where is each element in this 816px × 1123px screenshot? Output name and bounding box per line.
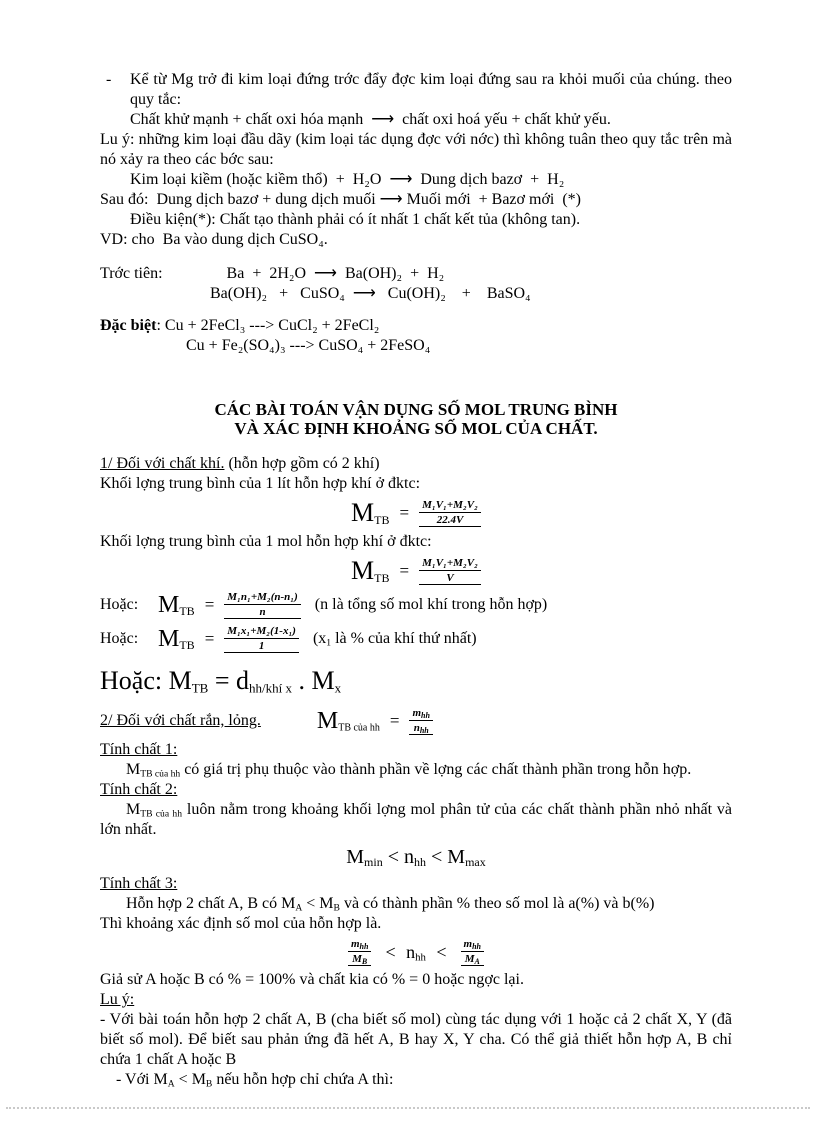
hoac-label: Hoặc: — [100, 596, 139, 613]
note2-bullet-1: - Với bài toán hỗn hợp 2 chất A, B (cha biết số mol) cùng tác dụng với 1 hoặc cả 2 chất X, Y (đã biết số mol). Để biết sau phản ứng đã hết A, B hay X, Y cha. Có thể giả thiết hỗn hợp A, B chỉ chứa 1 chất A hoặc B — [100, 1011, 732, 1068]
note-label: Lu ý: — [100, 131, 135, 148]
special-case-equation-2: Cu + Fe₂(SO₄)₃ ---> CuSO₄ + 2FeSO₄ — [186, 337, 431, 354]
equals-sign: = — [204, 595, 215, 614]
fraction — [348, 938, 371, 966]
formula-lhs: $M_{TB của hh}$ — [316, 708, 380, 734]
intro-rule-text: Kể từ Mg trở đi kim loại đứng trớc đẩy đợc kim loại đứng sau ra khỏi muối của chúng. theo quy tắc: — [130, 71, 732, 108]
step1-equation: Ba + 2H₂O ⟶ Ba(OH)₂ + H₂ — [226, 265, 445, 282]
property1-text: $M_{TB của hh}$ có giá trị phụ thuộc vào thành phần về lợng các chất thành phần trong hỗn hợp. — [126, 761, 692, 780]
note2-bullet-2: - Với $M_A < M_B$ nếu hỗn hợp chỉ chứa A thì: — [116, 1071, 394, 1090]
property3-text-1: Hỗn hợp 2 chất A, B có $M_A < M_B$ và có thành phần % theo số mol là a(%) và b(%) — [126, 895, 655, 914]
formula-lhs: $M_{TB}$ — [158, 592, 195, 618]
property3-text-2: Thì khoảng xác định số mol của hỗn hợp là. — [100, 915, 382, 932]
formula-lhs: $M_{TB}$ — [351, 498, 390, 527]
formula-mtb-mixture — [317, 706, 433, 736]
section2-heading: 2/ Đối với chất rắn, lỏng. — [100, 712, 261, 729]
fraction-numerator: M₁n₁+M₂(n-n₁) — [224, 591, 301, 605]
equals-sign: = — [204, 629, 215, 648]
section1-heading: 1/ Đối với chất khí. — [100, 455, 225, 472]
equals-sign: = — [399, 503, 410, 522]
formula-lhs: $M_{TB}$ — [351, 556, 390, 585]
dash-bullet: - — [106, 71, 112, 88]
fraction-denominator: 22.4V — [419, 513, 481, 527]
note-text: những kim loại đầu dãy (kim loại tác dụng đợc với nớc) thì không tuân theo quy tắc trên mà nó xảy ra theo các bớc sau: — [100, 131, 733, 168]
property3-heading-row — [100, 874, 732, 894]
formula-mtb-per-liter — [100, 498, 732, 528]
range-inequality: < $n_{hh}$ < — [385, 942, 447, 964]
property2-text: $M_{TB của hh}$ luôn nằm trong khoảng khối lợng mol phân tử của các chất thành phần nhỏ nhất và lớn nhất. — [100, 801, 733, 838]
section1-heading-row — [100, 454, 732, 474]
special-case-label: Đặc biệt — [100, 317, 157, 334]
fraction — [461, 938, 484, 966]
fraction — [224, 591, 301, 619]
assumption-line: Giả sử A hoặc B có % = 100% và chất kia có % = 0 hoặc ngợc lại. — [100, 971, 524, 988]
example-step2-equation: Ba(OH)₂ + CuSO₄ ⟶ Cu(OH)₂ + BaSO₄ — [210, 285, 531, 302]
formula-alt-2-row — [100, 624, 732, 654]
property3-heading: Tính chất 3: — [100, 875, 178, 892]
formula-lhs: $M_{TB}$ — [158, 626, 195, 652]
formula-note: (n là tổng số mol khí trong hỗn hợp) — [314, 596, 548, 613]
fraction-numerator: $m_{hh}$ — [348, 938, 371, 952]
fraction-denominator: $M_A$ — [461, 952, 484, 966]
fraction-denominator: $M_B$ — [348, 952, 371, 966]
section1-paragraph-1: Khối lợng trung bình của 1 lít hỗn hợp khí ở đktc: — [100, 475, 421, 492]
fraction-denominator: 1 — [224, 639, 299, 653]
equals-sign: = — [389, 711, 400, 730]
note2-heading-row — [100, 990, 732, 1010]
main-title-line2: VÀ XÁC ĐỊNH KHOẢNG SỐ MOL CỦA CHẤT. — [234, 419, 598, 438]
example-intro-line: VD: cho Ba vào dung dịch CuSO₄. — [100, 231, 328, 248]
alkali-metal-equation: Kim loại kiềm (hoặc kiềm thổ) + H₂O ⟶ Dung dịch bazơ + H₂ — [130, 171, 565, 188]
condition-line: Điều kiện(*): Chất tạo thành phải có ít nhất 1 chất kết tủa (không tan). — [130, 211, 581, 228]
fraction-denominator: n — [224, 605, 301, 619]
property2-heading: Tính chất 2: — [100, 781, 178, 798]
formula-alt-1-row — [100, 590, 732, 620]
section1-heading-rest: (hỗn hợp gồm có 2 khí) — [224, 455, 380, 472]
fraction-denominator: V — [419, 571, 481, 585]
formula-note: ($x_1$ là % của khí thứ nhất) — [312, 630, 477, 649]
section2-heading-row — [100, 706, 732, 736]
section1-paragraph-2: Khối lợng trung bình của 1 mol hỗn hợp khí ở đktc: — [100, 533, 432, 550]
fraction-denominator: $n_{hh}$ — [409, 721, 432, 735]
main-title-line1: CÁC BÀI TOÁN VẬN DỤNG SỐ MOL TRUNG BÌNH — [214, 400, 618, 419]
redox-strength-rule: Chất khử mạnh + chất oxi hóa mạnh ⟶ chất oxi hoá yếu + chất khử yếu. — [130, 111, 611, 128]
fraction — [419, 557, 481, 585]
example-step1-row — [100, 264, 732, 284]
formula-min-max: $M_{min} < n_{hh} < M_{max}$ — [346, 846, 486, 869]
formula-alt-3-density: Hoặc: $M_{TB} = d_{hh/khí x}$ . $M_x$ — [100, 666, 342, 696]
property2-heading-row — [100, 780, 732, 800]
property1-heading-row — [100, 740, 732, 760]
fraction — [224, 625, 299, 653]
fraction-numerator: M₁V₁+M₂V₂ — [419, 557, 481, 571]
formula-mol-range — [100, 938, 732, 966]
special-case-equation-1: Cu + 2FeCl₃ ---> CuCl₂ + 2FeCl₂ — [164, 317, 380, 334]
note-paragraph — [100, 130, 732, 170]
equals-sign: = — [399, 561, 410, 580]
intro-rule-paragraph — [100, 70, 732, 110]
special-case-row — [100, 316, 732, 336]
step1-label: Trớc tiên: — [100, 265, 163, 282]
fraction-numerator: M₁V₁+M₂V₂ — [419, 499, 481, 513]
page-bottom-dotted-line — [6, 1107, 810, 1109]
special-case-colon: : — [156, 317, 165, 334]
fraction — [419, 499, 481, 527]
fraction-numerator: $m_{hh}$ — [409, 707, 432, 721]
formula-mtb-per-mol — [100, 556, 732, 586]
fraction — [409, 707, 432, 735]
fraction-numerator: M₁x₁+M₂(1-x₁) — [224, 625, 299, 639]
note2-heading: Lu ý: — [100, 991, 135, 1008]
saudo-equation: Sau đó: Dung dịch bazơ + dung dịch muối ⟶ Muối mới + Bazơ mới (*) — [100, 191, 581, 208]
property1-heading: Tính chất 1: — [100, 741, 178, 758]
hoac-label: Hoặc: — [100, 630, 139, 647]
fraction-numerator: $m_{hh}$ — [461, 938, 484, 952]
